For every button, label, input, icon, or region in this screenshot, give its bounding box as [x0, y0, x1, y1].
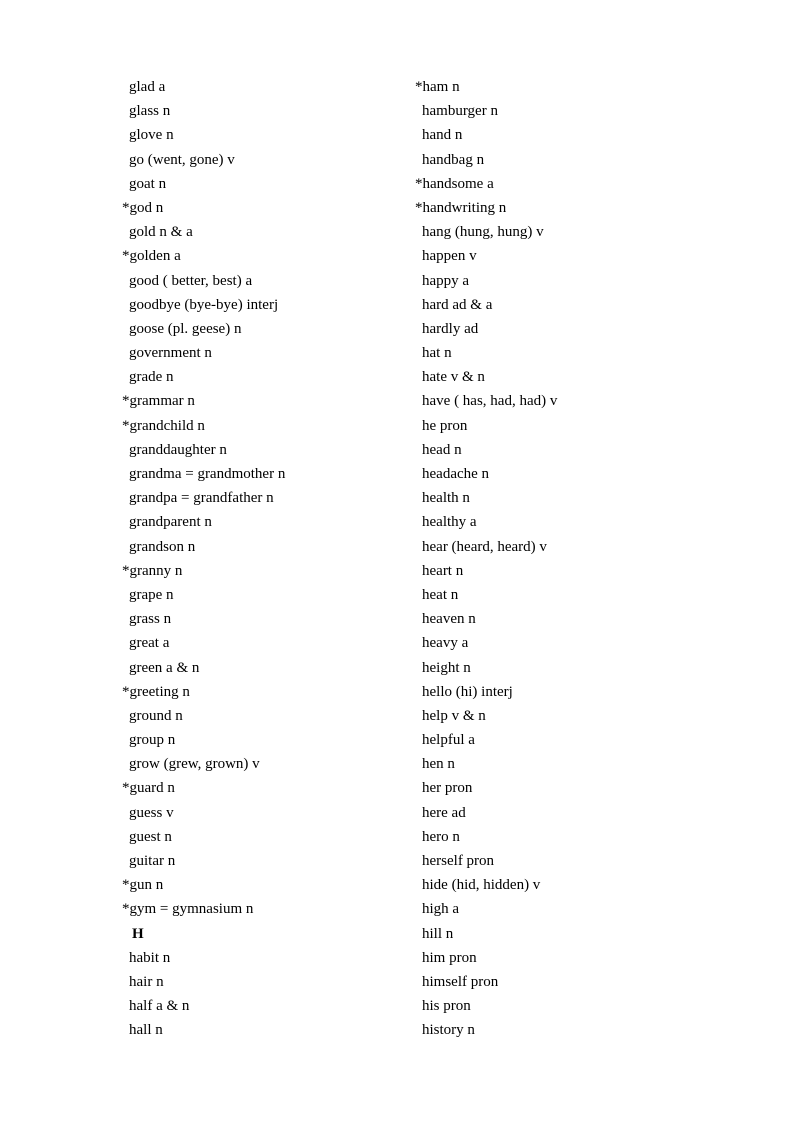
left-word-column [122, 75, 285, 1043]
word-entry: grandparent n [129, 514, 212, 531]
word-entry: handbag n [422, 151, 485, 168]
word-entry: group n [129, 732, 176, 749]
word-entry: hello (hi) interj [422, 683, 513, 700]
word-entry: heaven n [422, 611, 476, 628]
word-entry: *golden a [122, 248, 181, 265]
word-entry: granddaughter n [129, 441, 227, 458]
word-entry: hand n [422, 127, 463, 144]
word-entry: *guard n [122, 780, 175, 797]
word-entry: hang (hung, hung) v [422, 224, 544, 241]
word-entry: government n [129, 345, 212, 362]
word-entry: guess v [129, 804, 174, 821]
word-entry: here ad [422, 804, 466, 821]
word-entry: *gun n [122, 877, 164, 894]
word-entry: gold n & a [129, 224, 193, 241]
word-entry: grape n [129, 586, 174, 603]
word-entry: heat n [422, 586, 459, 603]
word-entry: goat n [129, 175, 167, 192]
word-entry: glad a [129, 79, 166, 95]
word-entry: half a & n [129, 998, 190, 1015]
section-letter-heading: H [132, 925, 144, 942]
word-entry: guitar n [129, 853, 176, 869]
word-entry: glove n [129, 127, 174, 144]
word-entry: hero n [422, 828, 460, 845]
word-entry: grow (grew, grown) v [129, 756, 260, 773]
word-entry: grass n [129, 611, 172, 628]
word-entry: *ham n [415, 79, 460, 95]
word-entry: *handwriting n [415, 199, 507, 216]
word-entry: goodbye (bye-bye) interj [129, 296, 279, 313]
word-entry: heavy a [422, 635, 469, 652]
word-entry: help v & n [422, 707, 486, 724]
word-entry: hamburger n [422, 103, 498, 120]
word-entry: *god n [122, 199, 164, 216]
word-entry: hear (heard, heard) v [422, 538, 547, 555]
word-entry: health n [422, 490, 470, 507]
word-entry: him pron [422, 949, 477, 966]
word-entry: helpful a [422, 732, 475, 749]
word-entry: *greeting n [122, 683, 190, 700]
word-entry: *grandchild n [122, 417, 205, 434]
word-entry: hill n [422, 925, 454, 942]
word-entry: herself pron [422, 853, 495, 869]
word-entry: go (went, gone) v [129, 151, 235, 168]
right-word-column [415, 75, 557, 1043]
word-entry: hair n [129, 973, 164, 990]
word-entry: grandma = grandmother n [129, 466, 286, 482]
word-entry: habit n [129, 949, 171, 966]
word-entry: ground n [129, 707, 183, 724]
word-entry: green a & n [129, 659, 200, 676]
word-entry: *handsome a [415, 175, 494, 192]
word-entry: himself pron [422, 973, 499, 990]
word-entry: head n [422, 441, 462, 458]
word-entry: headache n [422, 466, 490, 482]
word-entry: glass n [129, 103, 171, 120]
word-entry: grandpa = grandfather n [129, 490, 274, 507]
word-entry: *gym = gymnasium n [122, 901, 254, 918]
word-entry: hate v & n [422, 369, 485, 386]
word-entry: guest n [129, 828, 172, 845]
word-entry: great a [129, 635, 170, 652]
word-entry: her pron [422, 780, 473, 797]
word-entry: good ( better, best) a [129, 272, 253, 289]
word-entry: his pron [422, 998, 471, 1015]
word-entry: high a [422, 901, 460, 918]
word-entry: happen v [422, 248, 477, 265]
word-entry: history n [422, 1022, 475, 1039]
word-entry: *granny n [122, 562, 183, 579]
word-entry: height n [422, 659, 471, 676]
word-entry: hide (hid, hidden) v [422, 877, 541, 894]
word-entry: grandson n [129, 538, 196, 555]
word-entry: happy a [422, 272, 470, 289]
word-entry: hat n [422, 345, 452, 362]
word-entry: grade n [129, 369, 174, 386]
word-entry: hard ad & a [422, 296, 493, 313]
word-entry: hardly ad [422, 320, 479, 337]
word-entry: he pron [422, 417, 468, 434]
word-entry: hen n [422, 756, 455, 773]
word-entry: goose (pl. geese) n [129, 320, 242, 337]
word-entry: heart n [422, 562, 464, 579]
word-entry: healthy a [422, 514, 477, 531]
word-entry: have ( has, had, had) v [422, 393, 558, 410]
word-entry: *grammar n [122, 393, 195, 410]
word-entry: hall n [129, 1022, 163, 1039]
